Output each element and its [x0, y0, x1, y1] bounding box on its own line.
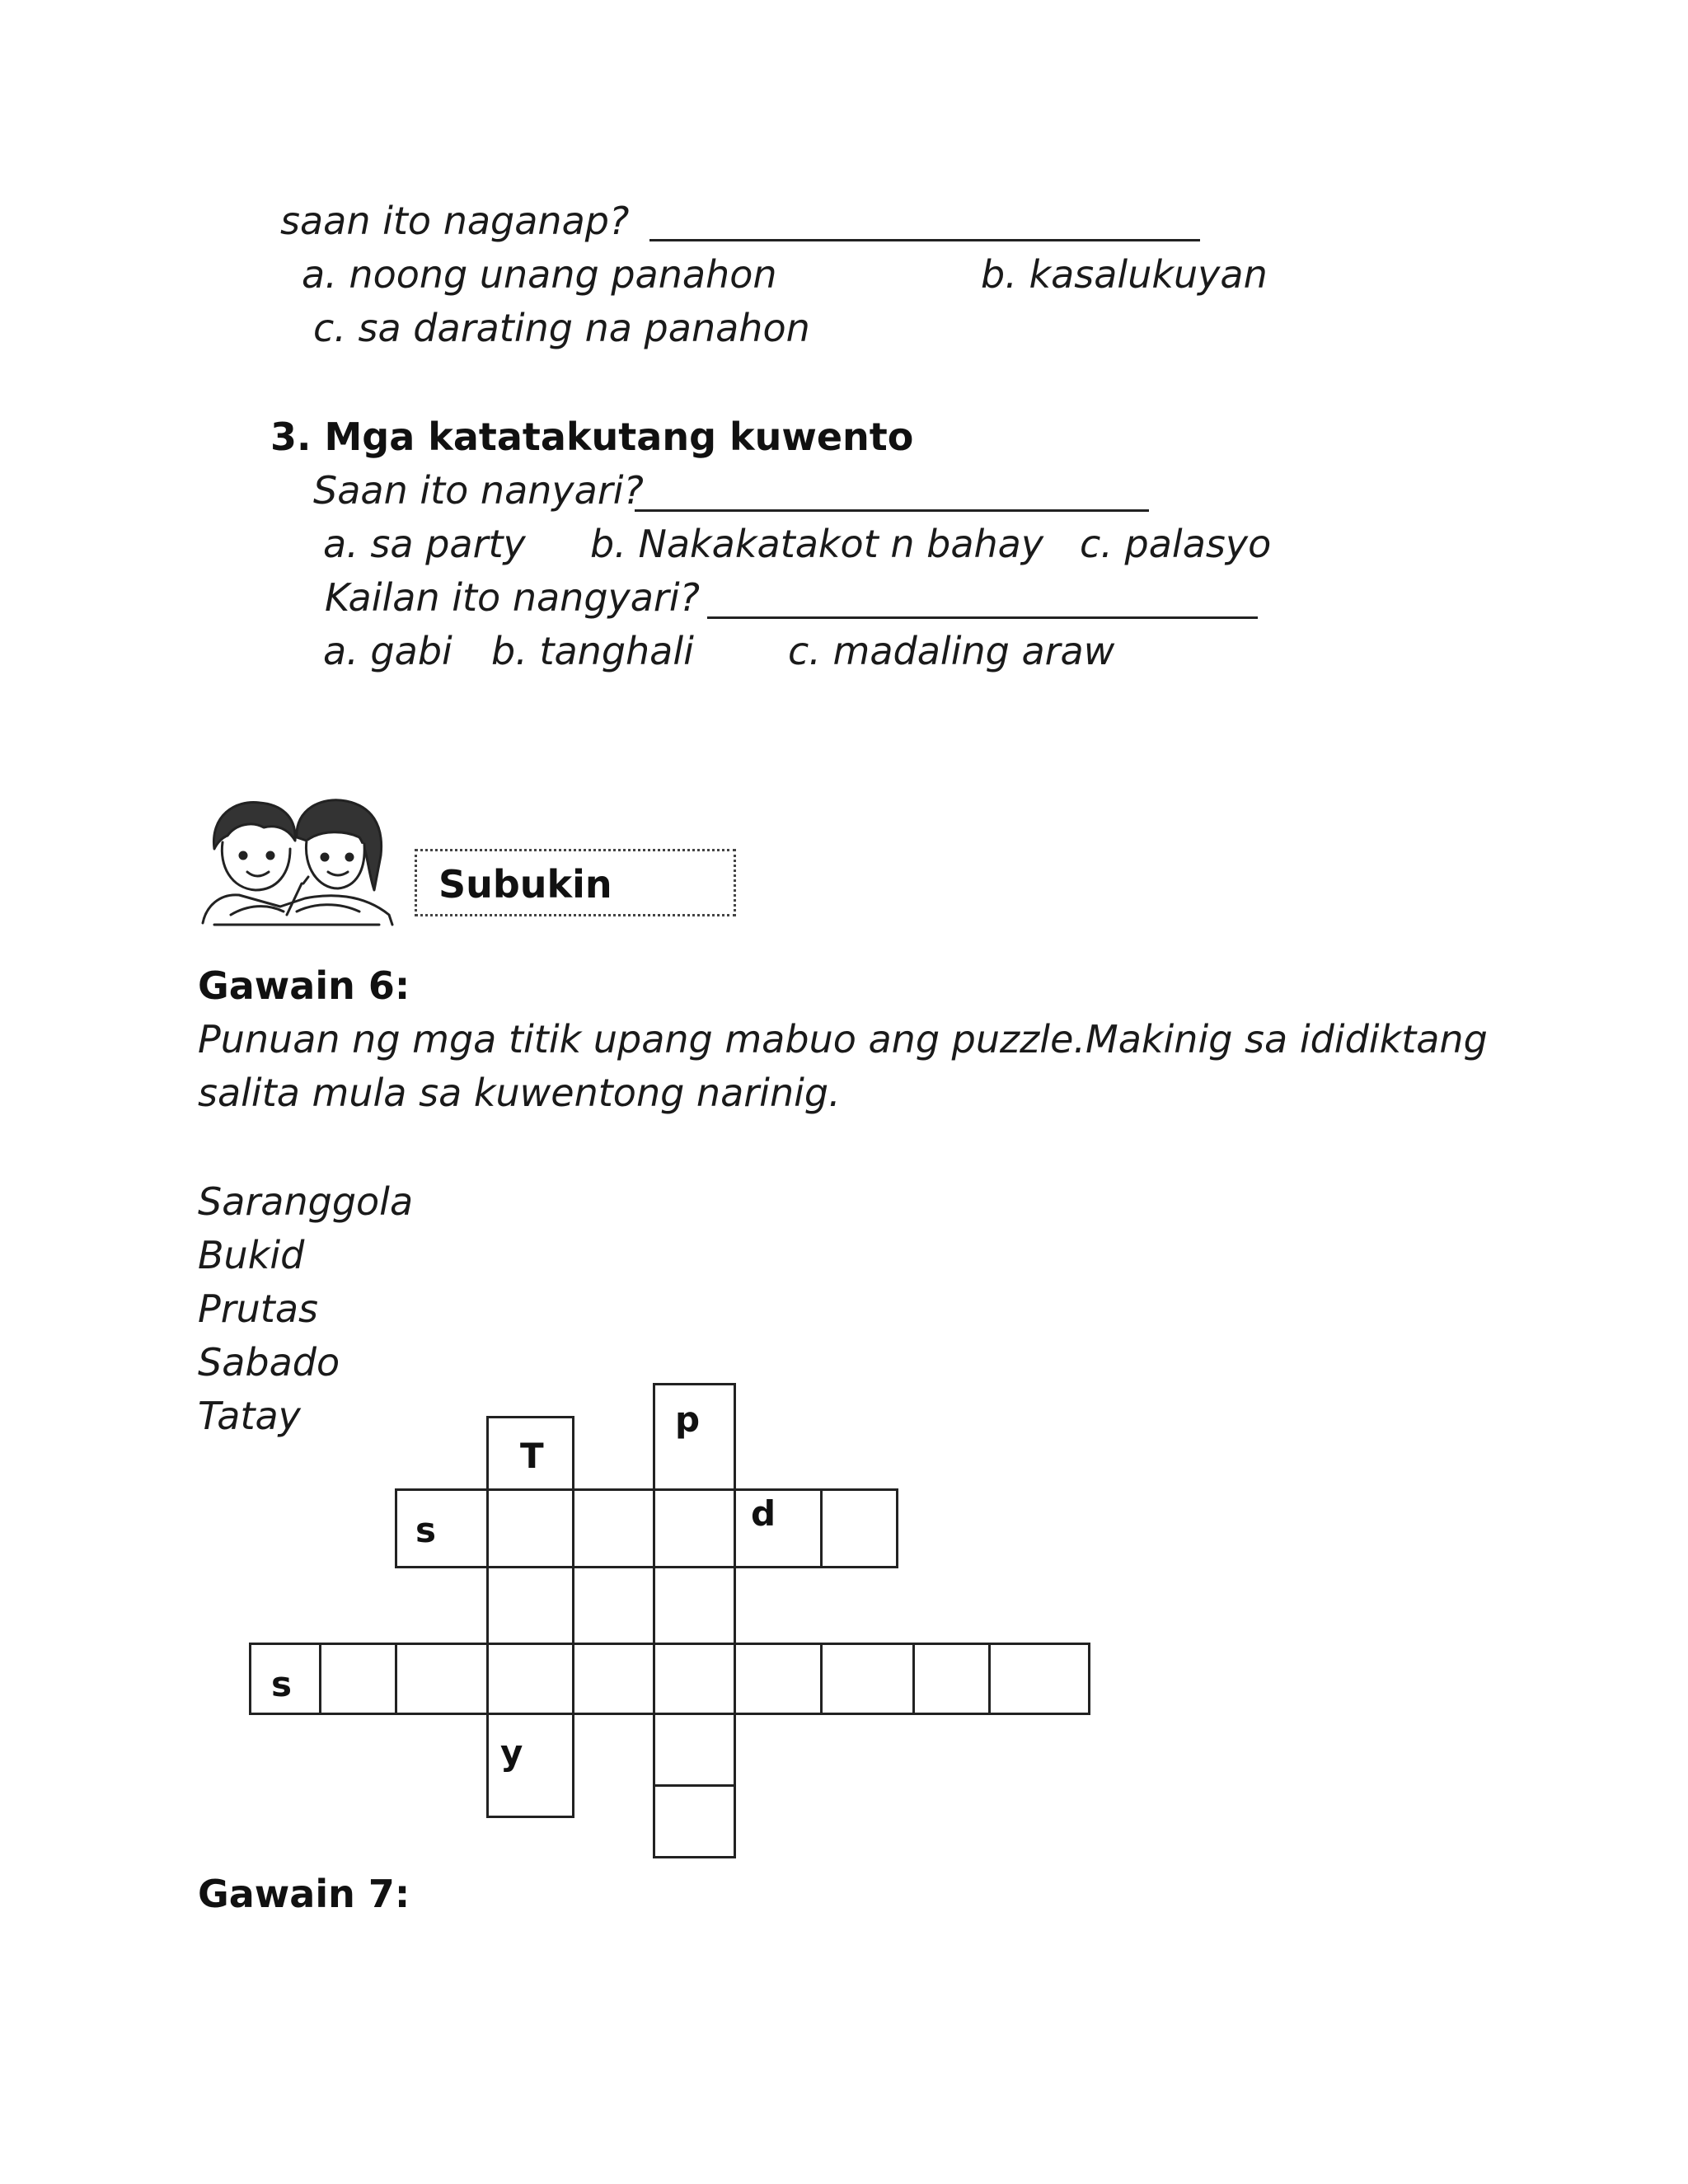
- q3-when-prompt: Kailan ito nangyari?: [325, 575, 701, 620]
- puzzle-cell[interactable]: [395, 1643, 489, 1715]
- q3-where-choice-c: c. palasyo: [1080, 522, 1272, 566]
- puzzle-letter-s-top: s: [415, 1510, 436, 1550]
- puzzle-cell[interactable]: [912, 1643, 991, 1715]
- q2-where-prompt: saan ito naganap?: [280, 199, 630, 243]
- gawain7-title: Gawain 7:: [198, 1872, 410, 1916]
- puzzle-cell[interactable]: [734, 1488, 823, 1568]
- word-list-item: Tatay: [198, 1394, 301, 1438]
- word-list-item: Sabado: [198, 1340, 340, 1385]
- word-list-item: Saranggola: [198, 1179, 414, 1224]
- kids-writing-illustration: [198, 791, 396, 928]
- puzzle-cell[interactable]: [249, 1643, 321, 1715]
- puzzle-cell[interactable]: [988, 1643, 1090, 1715]
- q3-when-choice-c: c. madaling araw: [788, 629, 1115, 673]
- puzzle-cell[interactable]: [572, 1488, 655, 1568]
- puzzle-cell[interactable]: [820, 1488, 898, 1568]
- puzzle-cell[interactable]: [486, 1643, 574, 1715]
- puzzle-cell[interactable]: [319, 1643, 397, 1715]
- puzzle-letter-t: T: [520, 1436, 544, 1476]
- q2-choice-a: a. noong unang panahon: [302, 252, 777, 297]
- puzzle-cell[interactable]: [653, 1383, 736, 1491]
- puzzle-letter-s-left: s: [271, 1664, 292, 1704]
- puzzle-cell[interactable]: [572, 1643, 655, 1715]
- q3-where-choice-b: b. Nakakatakot n bahay: [590, 522, 1044, 566]
- subukin-section-box: [415, 849, 736, 916]
- puzzle-letter-y: y: [500, 1732, 523, 1773]
- q3-where-choice-a: a. sa party: [323, 522, 526, 566]
- q2-answer-line[interactable]: [649, 239, 1200, 241]
- puzzle-letter-p: p: [675, 1399, 701, 1440]
- puzzle-cell[interactable]: [486, 1488, 574, 1568]
- puzzle-cell[interactable]: [734, 1643, 823, 1715]
- q3-heading: 3. Mga katatakutang kuwento: [270, 415, 914, 459]
- q3-when-choice-a: a. gabi: [323, 629, 452, 673]
- puzzle-cell[interactable]: [486, 1416, 574, 1491]
- q3-where-answer-line[interactable]: [635, 509, 1149, 512]
- puzzle-cell[interactable]: [653, 1488, 736, 1568]
- puzzle-cell[interactable]: [486, 1566, 574, 1645]
- puzzle-cell[interactable]: [653, 1566, 736, 1645]
- gawain6-instruction-line2: salita mula sa kuwentong narinig.: [198, 1071, 841, 1115]
- gawain6-title: Gawain 6:: [198, 963, 410, 1008]
- q3-when-answer-line[interactable]: [707, 616, 1258, 619]
- puzzle-cell[interactable]: [653, 1713, 736, 1787]
- q3-where-prompt: Saan ito nanyari?: [313, 468, 644, 513]
- q2-choice-c: c. sa darating na panahon: [313, 306, 810, 350]
- puzzle-cell[interactable]: [486, 1713, 574, 1818]
- puzzle-cell[interactable]: [820, 1643, 915, 1715]
- word-list-item: Bukid: [198, 1233, 305, 1277]
- puzzle-cell[interactable]: [653, 1784, 736, 1858]
- puzzle-cell[interactable]: [653, 1643, 736, 1715]
- puzzle-cell[interactable]: [395, 1488, 489, 1568]
- word-list-item: Prutas: [198, 1286, 318, 1331]
- q3-when-choice-b: b. tanghali: [491, 629, 694, 673]
- puzzle-letter-d: d: [751, 1493, 776, 1534]
- gawain6-instruction-line1: Punuan ng mga titik upang mabuo ang puzzle.Makinig sa ididiktang: [198, 1017, 1488, 1062]
- q2-choice-b: b. kasalukuyan: [981, 252, 1268, 297]
- subukin-label: Subukin: [438, 862, 612, 907]
